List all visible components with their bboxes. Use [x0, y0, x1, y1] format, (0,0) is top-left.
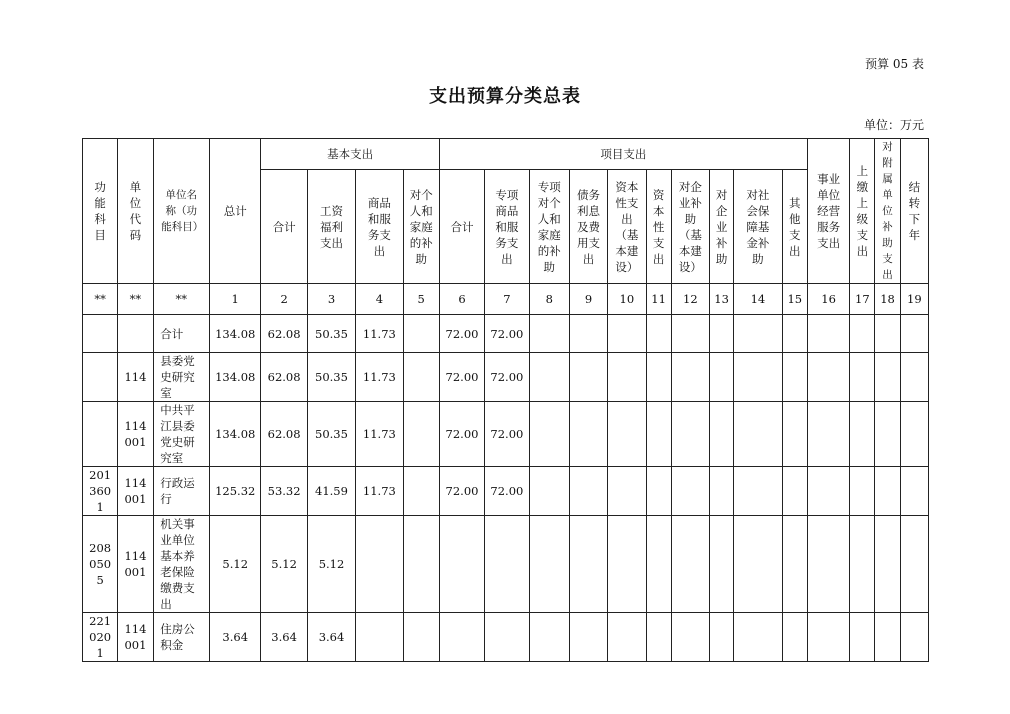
func-subject-cell: 2210201 — [83, 613, 118, 662]
empty-cell — [807, 613, 849, 662]
index-cell: 1 — [210, 284, 261, 315]
empty-cell — [529, 353, 569, 402]
header-func-subject: 功能科目 — [83, 139, 118, 284]
index-cell: 18 — [875, 284, 900, 315]
empty-cell — [710, 402, 734, 467]
header-debt: 债务利息及费用支出 — [569, 170, 607, 284]
func-subject-cell: 2013601 — [83, 467, 118, 516]
empty-cell — [850, 402, 875, 467]
total-cell: 3.64 — [210, 613, 261, 662]
personal-cell — [403, 402, 439, 467]
empty-cell — [734, 516, 782, 613]
header-superior: 上缴上级支出 — [850, 139, 875, 284]
index-cell: 6 — [439, 284, 484, 315]
table-row — [83, 516, 929, 613]
empty-cell — [782, 353, 807, 402]
empty-cell — [710, 315, 734, 353]
empty-cell — [900, 613, 928, 662]
index-cell: 7 — [485, 284, 529, 315]
unit-code-cell — [118, 315, 153, 353]
goods-cell: 11.73 — [356, 353, 403, 402]
empty-cell — [569, 516, 607, 613]
empty-cell — [529, 315, 569, 353]
budget-table — [82, 138, 929, 662]
empty-cell — [782, 467, 807, 516]
header-enterprise: 对企业补助 — [710, 170, 734, 284]
empty-cell — [710, 467, 734, 516]
header-basic-sum: 合计 — [261, 170, 307, 284]
empty-cell — [734, 467, 782, 516]
index-cell: 19 — [900, 284, 928, 315]
header-personal: 对个人和家庭的补助 — [403, 170, 439, 284]
index-cell: 2 — [261, 284, 307, 315]
basic-sum-cell: 53.32 — [261, 467, 307, 516]
header-carry: 结转下年 — [900, 139, 928, 284]
func-subject-cell — [83, 315, 118, 353]
empty-cell — [608, 516, 646, 613]
project-goods-cell: 72.00 — [485, 467, 529, 516]
project-goods-cell — [485, 613, 529, 662]
goods-cell: 11.73 — [356, 467, 403, 516]
index-row — [83, 284, 929, 315]
table-row — [83, 315, 929, 353]
unit-label: 单位：万元 — [863, 118, 924, 132]
index-cell: 16 — [807, 284, 849, 315]
header-capital-build: 资本性支出（基本建设） — [608, 170, 646, 284]
header-affiliate: 对附属单位补助支出 — [875, 139, 900, 284]
total-cell: 134.08 — [210, 353, 261, 402]
unit-name-cell: 机关事业单位基本养老保险缴费支出 — [153, 516, 209, 613]
personal-cell — [403, 613, 439, 662]
header-other: 其他支出 — [782, 170, 807, 284]
empty-cell — [807, 467, 849, 516]
personal-cell — [403, 315, 439, 353]
empty-cell — [671, 467, 709, 516]
goods-cell — [356, 613, 403, 662]
func-subject-cell — [83, 402, 118, 467]
empty-cell — [875, 613, 900, 662]
salary-cell: 5.12 — [307, 516, 355, 613]
index-cell: 8 — [529, 284, 569, 315]
goods-cell: 11.73 — [356, 315, 403, 353]
empty-cell — [646, 315, 671, 353]
unit-name-cell: 县委党史研究室 — [153, 353, 209, 402]
header-project: 项目支出 — [439, 139, 807, 170]
header-goods: 商品和服务支出 — [356, 170, 403, 284]
empty-cell — [569, 402, 607, 467]
table-row — [83, 353, 929, 402]
empty-cell — [734, 353, 782, 402]
basic-sum-cell: 3.64 — [261, 613, 307, 662]
index-cell: 10 — [608, 284, 646, 315]
header-unit-name: 单位名称（功能科目） — [153, 139, 209, 284]
index-cell: 11 — [646, 284, 671, 315]
index-cell: 5 — [403, 284, 439, 315]
empty-cell — [782, 402, 807, 467]
index-cell: 17 — [850, 284, 875, 315]
table-row — [83, 467, 929, 516]
empty-cell — [569, 353, 607, 402]
unit-name-cell: 中共平江县委党史研究室 — [153, 402, 209, 467]
empty-cell — [569, 467, 607, 516]
header-unit-code: 单位代码 — [118, 139, 153, 284]
total-cell: 5.12 — [210, 516, 261, 613]
project-goods-cell: 72.00 — [485, 402, 529, 467]
empty-cell — [529, 613, 569, 662]
table-row — [83, 402, 929, 467]
empty-cell — [710, 516, 734, 613]
empty-cell — [529, 467, 569, 516]
index-cell: 12 — [671, 284, 709, 315]
func-subject-cell — [83, 353, 118, 402]
empty-cell — [900, 516, 928, 613]
salary-cell: 3.64 — [307, 613, 355, 662]
empty-cell — [646, 402, 671, 467]
empty-cell — [734, 402, 782, 467]
index-cell: 4 — [356, 284, 403, 315]
header-proj-personal: 专项对个人和家庭的补助 — [529, 170, 569, 284]
empty-cell — [734, 315, 782, 353]
personal-cell — [403, 516, 439, 613]
table-row — [83, 613, 929, 662]
project-sum-cell: 72.00 — [439, 467, 484, 516]
salary-cell: 50.35 — [307, 315, 355, 353]
empty-cell — [875, 402, 900, 467]
salary-cell: 41.59 — [307, 467, 355, 516]
header-proj-sum: 合计 — [439, 170, 484, 284]
index-cell: 15 — [782, 284, 807, 315]
basic-sum-cell: 62.08 — [261, 315, 307, 353]
empty-cell — [734, 613, 782, 662]
index-cell: 3 — [307, 284, 355, 315]
unit-code-cell: 114001 — [118, 402, 153, 467]
empty-cell — [608, 315, 646, 353]
project-sum-cell — [439, 516, 484, 613]
empty-cell — [671, 613, 709, 662]
empty-cell — [850, 467, 875, 516]
basic-sum-cell: 62.08 — [261, 353, 307, 402]
unit-code-cell: 114001 — [118, 613, 153, 662]
header-row-1 — [83, 139, 929, 170]
project-goods-cell: 72.00 — [485, 315, 529, 353]
unit-name-cell: 行政运行 — [153, 467, 209, 516]
empty-cell — [569, 613, 607, 662]
table-body — [83, 315, 929, 662]
empty-cell — [900, 315, 928, 353]
unit-name-cell: 合计 — [153, 315, 209, 353]
empty-cell — [608, 467, 646, 516]
index-cell: 13 — [710, 284, 734, 315]
total-cell: 134.08 — [210, 315, 261, 353]
header-capital: 资本性支出 — [646, 170, 671, 284]
empty-cell — [807, 402, 849, 467]
page-title: 支出预算分类总表 — [429, 86, 581, 107]
index-cell: ** — [118, 284, 153, 315]
project-sum-cell: 72.00 — [439, 353, 484, 402]
unit-code-cell: 114 — [118, 353, 153, 402]
empty-cell — [671, 516, 709, 613]
total-cell: 125.32 — [210, 467, 261, 516]
empty-cell — [529, 402, 569, 467]
empty-cell — [807, 516, 849, 613]
empty-cell — [900, 353, 928, 402]
empty-cell — [569, 315, 607, 353]
empty-cell — [875, 516, 900, 613]
empty-cell — [646, 516, 671, 613]
empty-cell — [671, 315, 709, 353]
empty-cell — [671, 402, 709, 467]
header-enterprise-build: 对企业补助（基本建设） — [671, 170, 709, 284]
project-sum-cell: 72.00 — [439, 315, 484, 353]
empty-cell — [782, 315, 807, 353]
empty-cell — [807, 353, 849, 402]
salary-cell: 50.35 — [307, 353, 355, 402]
personal-cell — [403, 467, 439, 516]
unit-code-cell: 114001 — [118, 467, 153, 516]
empty-cell — [646, 613, 671, 662]
goods-cell — [356, 516, 403, 613]
empty-cell — [671, 353, 709, 402]
empty-cell — [875, 315, 900, 353]
empty-cell — [807, 315, 849, 353]
project-goods-cell: 72.00 — [485, 353, 529, 402]
empty-cell — [850, 613, 875, 662]
empty-cell — [608, 353, 646, 402]
empty-cell — [875, 467, 900, 516]
empty-cell — [850, 315, 875, 353]
empty-cell — [900, 467, 928, 516]
index-cell: ** — [153, 284, 209, 315]
empty-cell — [646, 353, 671, 402]
empty-cell — [529, 516, 569, 613]
personal-cell — [403, 353, 439, 402]
header-total: 总计 — [210, 139, 261, 284]
empty-cell — [710, 613, 734, 662]
project-sum-cell — [439, 613, 484, 662]
project-sum-cell: 72.00 — [439, 402, 484, 467]
index-cell: 9 — [569, 284, 607, 315]
unit-name-cell: 住房公积金 — [153, 613, 209, 662]
empty-cell — [850, 353, 875, 402]
goods-cell: 11.73 — [356, 402, 403, 467]
basic-sum-cell: 62.08 — [261, 402, 307, 467]
salary-cell: 50.35 — [307, 402, 355, 467]
basic-sum-cell: 5.12 — [261, 516, 307, 613]
total-cell: 134.08 — [210, 402, 261, 467]
header-basic: 基本支出 — [261, 139, 439, 170]
header-social: 对社会保障基金补助 — [734, 170, 782, 284]
index-cell: ** — [83, 284, 118, 315]
empty-cell — [900, 402, 928, 467]
empty-cell — [782, 516, 807, 613]
empty-cell — [608, 402, 646, 467]
header-business: 事业单位经营服务支出 — [807, 139, 849, 284]
header-salary: 工资福利支出 — [307, 170, 355, 284]
header-proj-goods: 专项商品和服务支出 — [485, 170, 529, 284]
func-subject-cell: 2080505 — [83, 516, 118, 613]
index-cell: 14 — [734, 284, 782, 315]
empty-cell — [710, 353, 734, 402]
empty-cell — [646, 467, 671, 516]
empty-cell — [608, 613, 646, 662]
empty-cell — [850, 516, 875, 613]
empty-cell — [782, 613, 807, 662]
unit-code-cell: 114001 — [118, 516, 153, 613]
project-goods-cell — [485, 516, 529, 613]
form-number: 预算 05 表 — [865, 57, 924, 71]
empty-cell — [875, 353, 900, 402]
